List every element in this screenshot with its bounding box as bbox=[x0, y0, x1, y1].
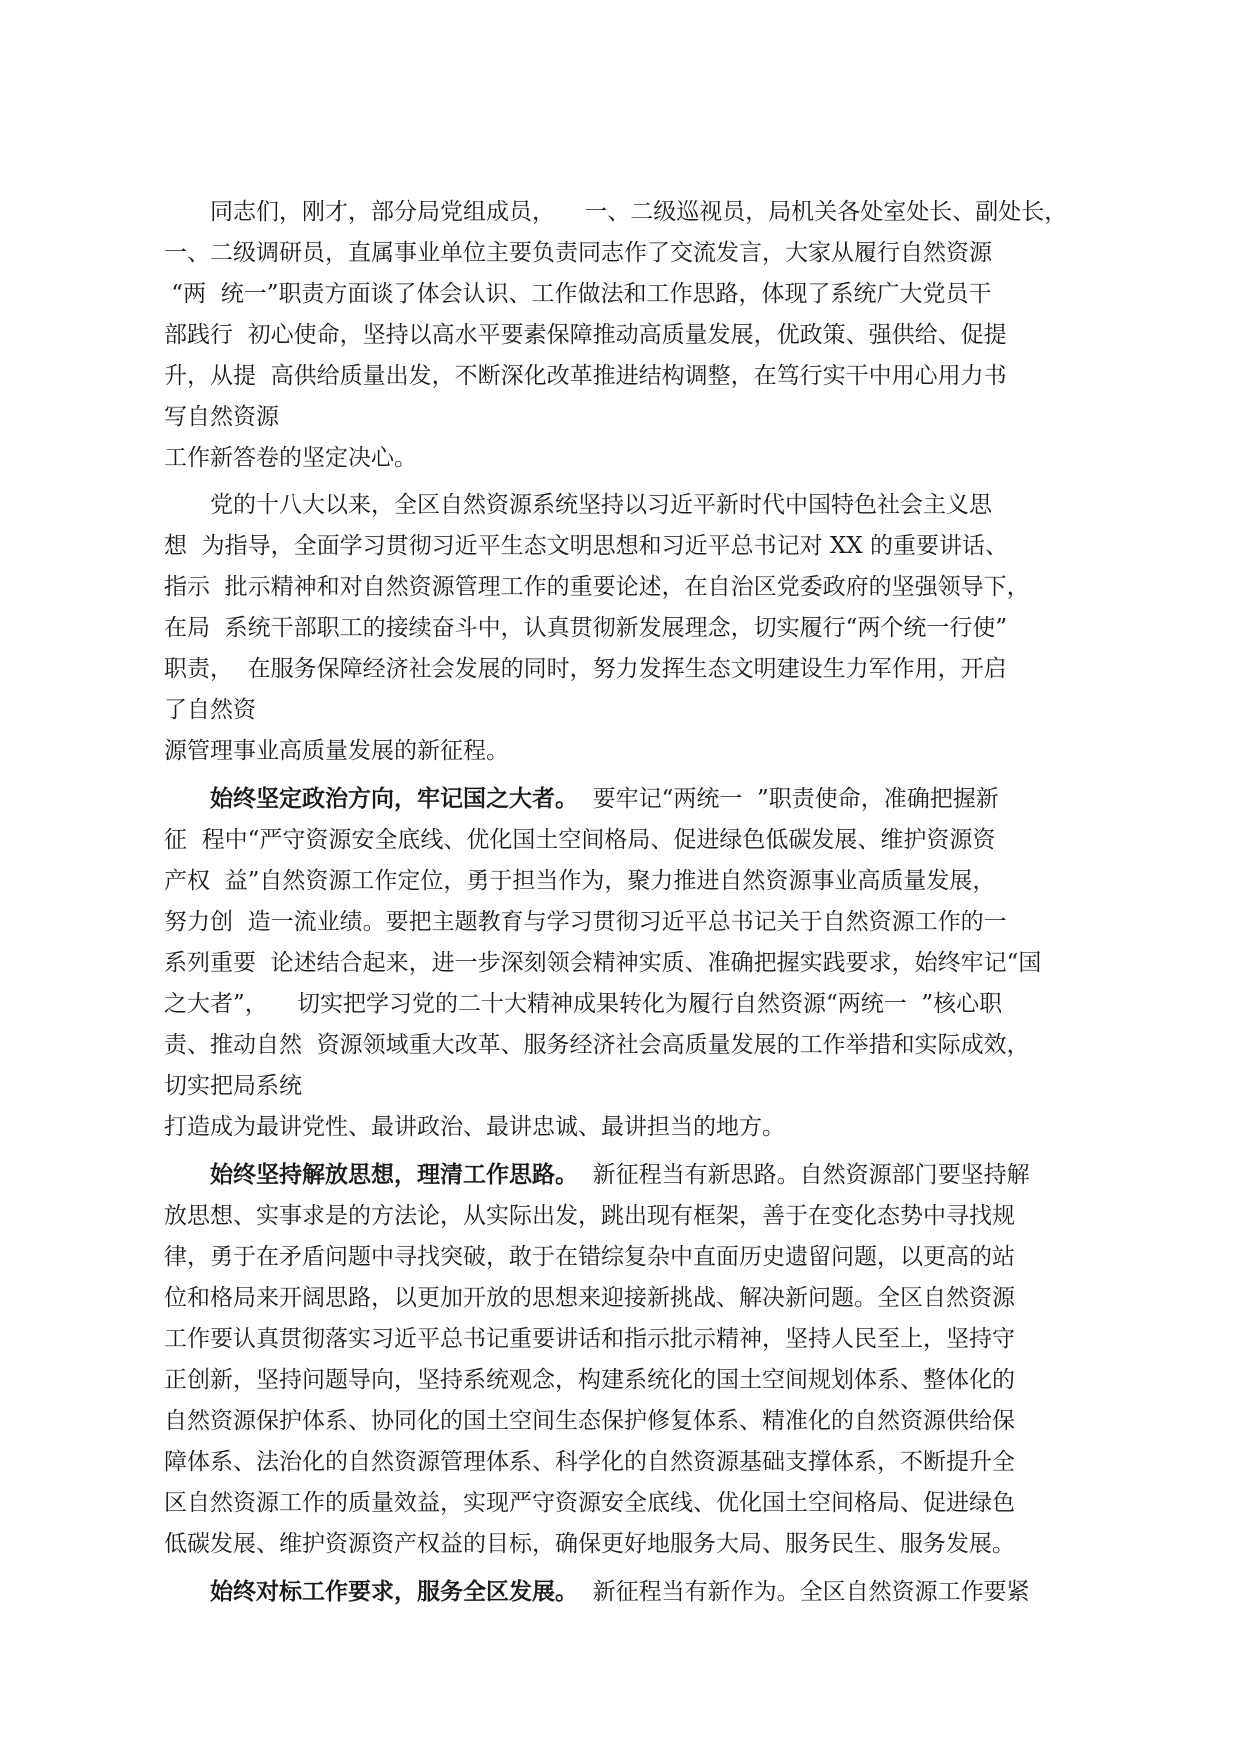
text-line bbox=[164, 233, 1076, 274]
line-text: 工作要认真贯彻落实习近平总书记重要讲话和指示批示精神，坚持人民至上，坚持守 bbox=[164, 1326, 1015, 1352]
text-line bbox=[164, 397, 1076, 438]
line-text: 新征程当有新作为。全区自然资源工作要紧 bbox=[578, 1579, 1030, 1605]
text-line bbox=[164, 192, 1076, 233]
line-text: 了自然资 bbox=[164, 697, 256, 723]
paragraph bbox=[164, 1571, 1076, 1613]
line-text: 放思想、实事求是的方法论，从实际出发，跳出现有框架，善于在变化态势中寻找规 bbox=[164, 1203, 1015, 1229]
text-line bbox=[164, 356, 1076, 397]
paragraph bbox=[164, 1154, 1076, 1565]
line-text: 想 为指导，全面学习贯彻习近平生态文明思想和习近平总书记对 XX 的重要讲话、 bbox=[164, 533, 1008, 559]
paragraph bbox=[164, 485, 1076, 772]
line-text: 职责， 在服务保障经济社会发展的同时，努力发挥生态文明建设生力军作用，开启 bbox=[164, 656, 1007, 682]
text-line bbox=[164, 943, 1076, 984]
text-line bbox=[164, 902, 1076, 943]
paragraph bbox=[164, 192, 1076, 479]
text-line bbox=[164, 690, 1076, 731]
text-line bbox=[164, 731, 1076, 772]
line-text: 低碳发展、维护资源资产权益的目标，确保更好地服务大局、服务民生、服务发展。 bbox=[164, 1531, 1015, 1557]
text-line bbox=[164, 1107, 1076, 1148]
paragraph bbox=[164, 778, 1076, 1148]
text-line bbox=[164, 1360, 1076, 1401]
paragraph-lead: 始终坚定政治方向，牢记国之大者。 bbox=[210, 785, 578, 812]
line-text: 党的十八大以来，全区自然资源系统坚持以习近平新时代中国特色社会主义思 bbox=[210, 492, 992, 518]
line-text: 征 程中“严守资源安全底线、优化国土空间格局、促进绿色低碳发展、维护资源资 bbox=[164, 827, 996, 853]
text-line bbox=[164, 820, 1076, 861]
text-line bbox=[164, 1154, 1076, 1196]
paragraph-lead: 始终坚持解放思想，理清工作思路。 bbox=[210, 1161, 578, 1188]
line-text: 工作新答卷的坚定决心。 bbox=[164, 445, 417, 471]
text-line bbox=[164, 1401, 1076, 1442]
line-text: 切实把局系统 bbox=[164, 1073, 302, 1099]
text-line bbox=[164, 1066, 1076, 1107]
line-text: 写自然资源 bbox=[164, 404, 279, 430]
text-line bbox=[164, 608, 1076, 649]
document-body bbox=[164, 192, 1076, 1619]
text-line bbox=[164, 1237, 1076, 1278]
text-line bbox=[164, 1571, 1076, 1613]
line-text: 努力创 造一流业绩。要把主题教育与学习贯彻习近平总书记关于自然资源工作的一 bbox=[164, 909, 1007, 935]
text-line bbox=[164, 567, 1076, 608]
line-text: 新征程当有新思路。自然资源部门要坚持解 bbox=[578, 1162, 1030, 1188]
text-line bbox=[164, 984, 1076, 1025]
text-line bbox=[164, 778, 1076, 820]
text-line bbox=[164, 1524, 1076, 1565]
text-line bbox=[164, 1483, 1076, 1524]
text-line bbox=[164, 649, 1076, 690]
text-line bbox=[164, 315, 1076, 356]
text-line bbox=[164, 861, 1076, 902]
text-line bbox=[164, 438, 1076, 479]
line-text: 之大者”， 切实把学习党的二十大精神成果转化为履行自然资源“两统一 ”核心职 bbox=[164, 991, 1003, 1017]
line-text: 位和格局来开阔思路，以更加开放的思想来迎接新挑战、解决新问题。全区自然资源 bbox=[164, 1285, 1015, 1311]
text-line bbox=[164, 1278, 1076, 1319]
text-line bbox=[164, 1025, 1076, 1066]
line-text: 指示 批示精神和对自然资源管理工作的重要论述，在自治区党委政府的坚强领导下， bbox=[164, 574, 1030, 600]
text-line bbox=[164, 1442, 1076, 1483]
text-line bbox=[164, 1319, 1076, 1360]
line-text: 产权 益”自然资源工作定位，勇于担当作为，聚力推进自然资源事业高质量发展， bbox=[164, 868, 996, 894]
line-text: 自然资源保护体系、协同化的国土空间生态保护修复体系、精准化的自然资源供给保 bbox=[164, 1408, 1015, 1434]
line-text: 部践行 初心使命，坚持以高水平要素保障推动高质量发展，优政策、强供给、促提 bbox=[164, 322, 1007, 348]
line-text: 障体系、法治化的自然资源管理体系、科学化的自然资源基础支撑体系，不断提升全 bbox=[164, 1449, 1015, 1475]
text-line bbox=[164, 485, 1076, 526]
line-text: 升，从提 高供给质量出发，不断深化改革推进结构调整，在笃行实干中用心用力书 bbox=[164, 363, 1007, 389]
line-text: “两 统一”职责方面谈了体会认识、工作做法和工作思路，体现了系统广大党员干 bbox=[164, 281, 992, 307]
line-text: 在局 系统干部职工的接续奋斗中，认真贯彻新发展理念，切实履行“两个统一行使” bbox=[164, 615, 1008, 641]
line-text: 责、推动自然 资源领域重大改革、服务经济社会高质量发展的工作举措和实际成效， bbox=[164, 1032, 1030, 1058]
line-text: 要牢记“两统一 ”职责使命，准确把握新 bbox=[578, 786, 999, 812]
line-text: 律，勇于在矛盾问题中寻找突破，敢于在错综复杂中直面历史遗留问题，以更高的站 bbox=[164, 1244, 1015, 1270]
line-text: 打造成为最讲党性、最讲政治、最讲忠诚、最讲担当的地方。 bbox=[164, 1114, 785, 1140]
line-text: 一、二级调研员，直属事业单位主要负责同志作了交流发言，大家从履行自然资源 bbox=[164, 240, 992, 266]
line-text: 正创新，坚持问题导向，坚持系统观念，构建系统化的国土空间规划体系、整体化的 bbox=[164, 1367, 1015, 1393]
paragraph-lead: 始终对标工作要求，服务全区发展。 bbox=[210, 1578, 578, 1605]
line-text: 系列重要 论述结合起来，进一步深刻领会精神实质、准确把握实践要求，始终牢记“国 bbox=[164, 950, 1042, 976]
text-line bbox=[164, 1196, 1076, 1237]
line-text: 区自然资源工作的质量效益，实现严守资源安全底线、优化国土空间格局、促进绿色 bbox=[164, 1490, 1015, 1516]
text-line bbox=[164, 274, 1076, 315]
text-line bbox=[164, 526, 1076, 567]
line-text: 源管理事业高质量发展的新征程。 bbox=[164, 738, 509, 764]
line-text: 同志们，刚才，部分局党组成员， 一、二级巡视员，局机关各处室处长、副处长， bbox=[210, 199, 1068, 225]
